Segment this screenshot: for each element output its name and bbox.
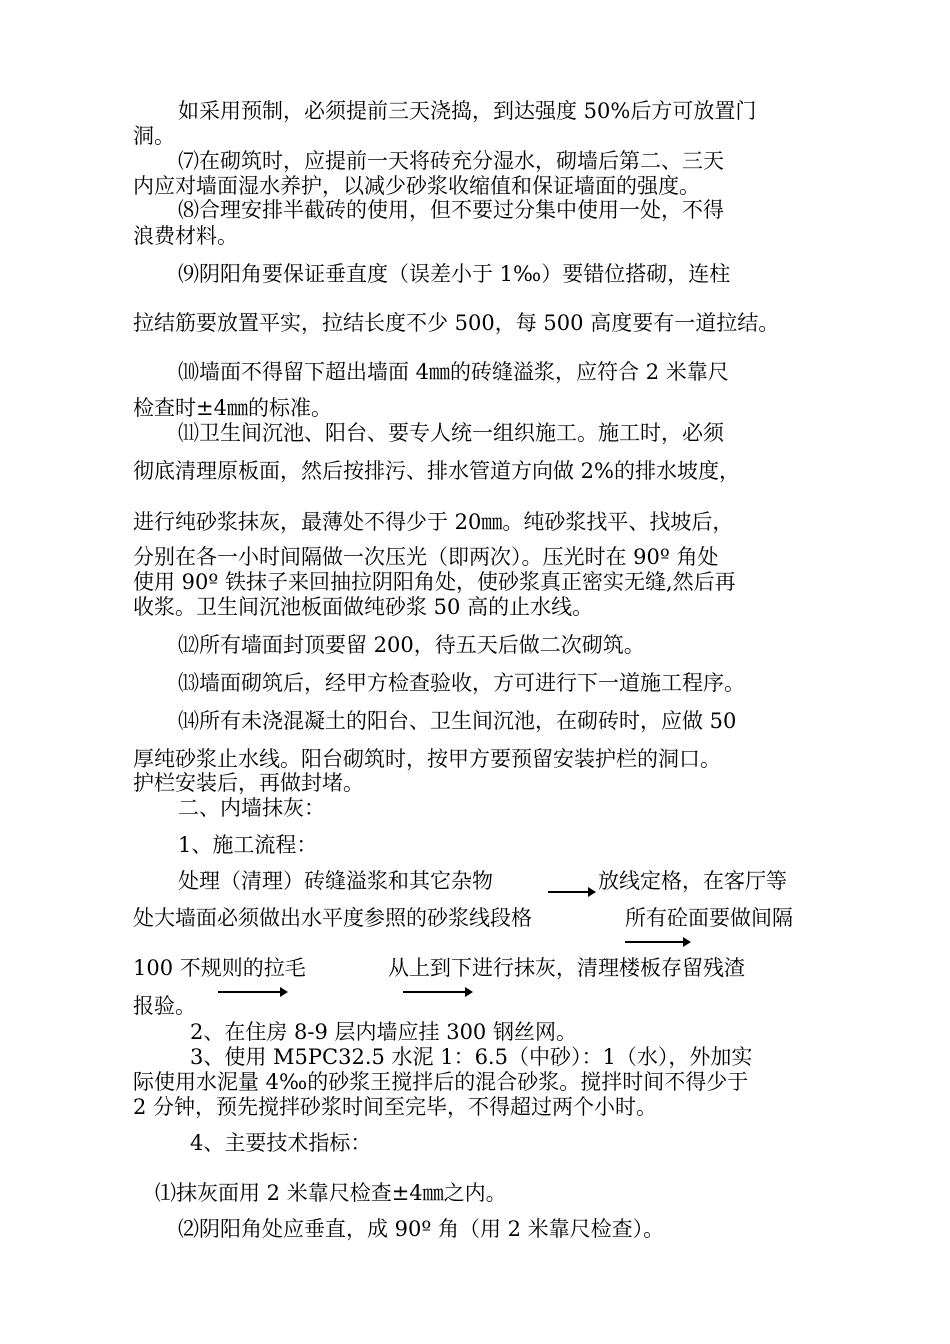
flow-step: 放线定格，在客厅等	[598, 869, 787, 893]
text-line: ⒀墙面砌筑后，经甲方检查验收，方可进行下一道施工程序。	[178, 671, 745, 695]
text-line: 内应对墙面湿水养护，以减少砂浆收缩值和保证墙面的强度。	[133, 174, 700, 198]
subsection-heading: 4、主要技术指标：	[190, 1131, 372, 1155]
text-line: ⑼阴阳角要保证垂直度（误差小于 1‰）要错位搭砌，连柱	[178, 262, 731, 286]
text-line: 检查时±4㎜的标准。	[133, 396, 332, 420]
text-line: ⑽墙面不得留下超出墙面 4㎜的砖缝溢浆，应符合 2 米靠尺	[178, 360, 729, 384]
text-line: 2、在住房 8-9 层内墙应挂 300 钢丝网。	[190, 1020, 577, 1044]
text-line: 进行纯砂浆抹灰，最薄处不得少于 20㎜。纯砂浆找平、找坡后，	[133, 510, 734, 534]
flow-step: 100 不规则的拉毛	[133, 956, 306, 980]
text-line: 报验。	[133, 994, 196, 1018]
subsection-heading: 1、施工流程：	[178, 833, 318, 857]
flow-arrow	[548, 891, 594, 893]
text-line: 收浆。卫生间沉池板面做纯砂浆 50 高的止水线。	[133, 595, 594, 619]
text-line: 分别在各一小时间隔做一次压光（即两次）。压光时在 90º 角处	[133, 545, 719, 569]
text-line: ⑻合理安排半截砖的使用，但不要过分集中使用一处，不得	[178, 198, 724, 222]
text-line: ⑺在砌筑时，应提前一天将砖充分湿水，砌墙后第二、三天	[178, 149, 724, 173]
text-line: 2 分钟，预先搅拌砂浆时间至完毕，不得超过两个小时。	[133, 1095, 658, 1119]
text-line: 浪费材料。	[133, 224, 238, 248]
text-line: 如采用预制，必须提前三天浇捣，到达强度 50%后方可放置门	[178, 99, 757, 123]
text-line: 际使用水泥量 4‰的砂浆王搅拌后的混合砂浆。搅拌时间不得少于	[133, 1070, 749, 1094]
text-line: 拉结筋要放置平实，拉结长度不少 500，每 500 高度要有一道拉结。	[133, 311, 780, 335]
flow-arrow	[625, 941, 689, 943]
text-line: ⑿所有墙面封顶要留 200，待五天后做二次砌筑。	[178, 633, 645, 657]
text-line: 使用 90º 铁抹子来回抽拉阴阳角处，使砂浆真正密实无缝,然后再	[133, 570, 736, 594]
section-heading: 二、内墙抹灰：	[178, 796, 325, 820]
text-line: 护栏安装后，再做封堵。	[133, 771, 364, 795]
flow-arrow	[403, 991, 471, 993]
flow-step: 处理（清理）砖缝溢浆和其它杂物	[178, 869, 493, 893]
text-line: ⒁所有未浇混凝土的阳台、卫生间沉池，在砌砖时，应做 50	[178, 709, 737, 733]
text-line: 彻底清理原板面，然后按排污、排水管道方向做 2%的排水坡度，	[133, 459, 740, 483]
flow-step: 所有砼面要做间隔	[625, 906, 793, 930]
text-line: 厚纯砂浆止水线。阳台砌筑时，按甲方要预留安装护栏的洞口。	[133, 747, 721, 771]
text-line: ⑴抹灰面用 2 米靠尺检查±4㎜之内。	[155, 1181, 507, 1205]
flow-arrow	[218, 991, 286, 993]
flow-step: 从上到下进行抹灰，清理楼板存留残渣	[388, 956, 745, 980]
text-line: ⑾卫生间沉池、阳台、要专人统一组织施工。施工时，必须	[178, 421, 724, 445]
text-line: 洞。	[133, 124, 175, 148]
flow-step: 处大墙面必须做出水平度参照的砂浆线段格	[133, 906, 532, 930]
text-line: 3、使用 M5PC32.5 水泥 1：6.5（中砂）：1（水），外加实	[190, 1045, 753, 1069]
text-line: ⑵阴阳角处应垂直，成 90º 角（用 2 米靠尺检查）。	[178, 1217, 665, 1241]
